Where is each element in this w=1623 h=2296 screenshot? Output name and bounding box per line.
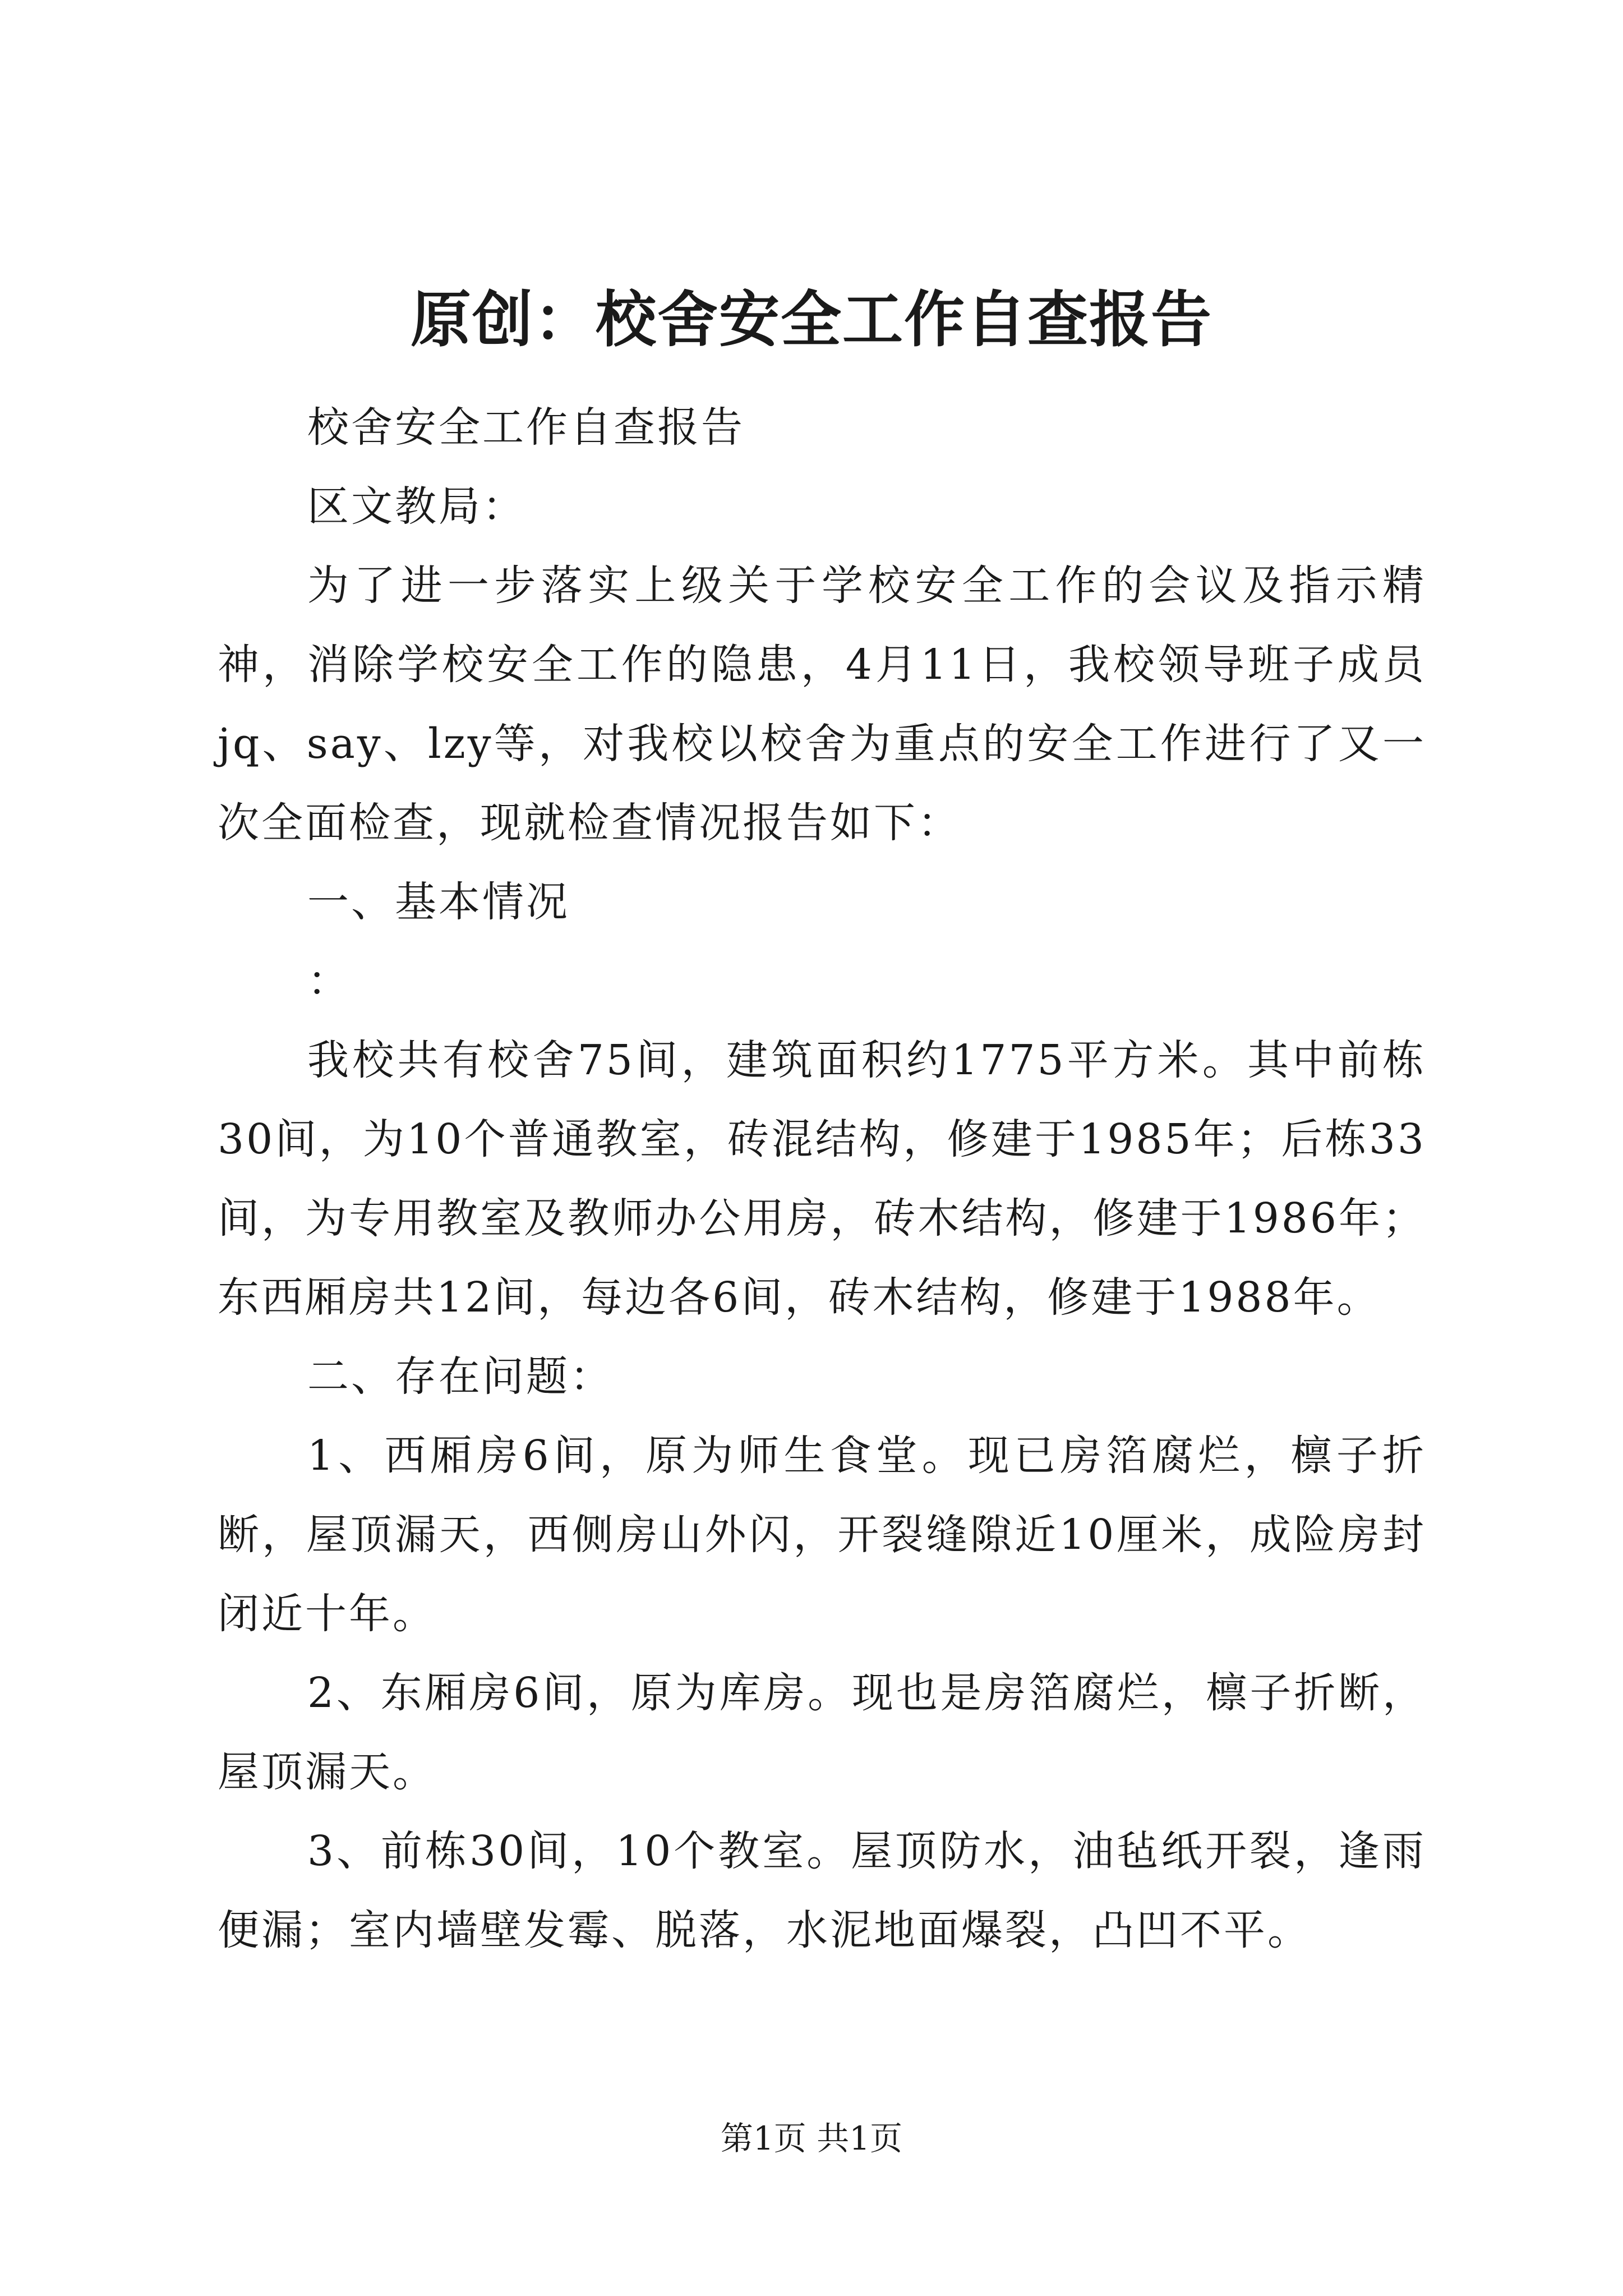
paragraph-basic-info: 我校共有校舍75间，建筑面积约1775平方米。其中前栋30间，为10个普通教室，砖混结构，修建于1985年；后栋33间，为专用教室及教师办公用房，砖木结构，修建于1986年；东西厢房共12间，每边各6间，砖木结构，修建于1988年。 (218, 1036, 1426, 1322)
document-title: 原创：校舍安全工作自查报告 (410, 284, 1212, 355)
paragraph-colon: ： (307, 957, 351, 1005)
problem-item-2: 2、东厢房6间，原为库房。现也是房箔腐烂，檩子折断，屋顶漏天。 (218, 1669, 1426, 1796)
paragraph-subtitle: 校舍安全工作自查报告 (307, 403, 745, 452)
paragraph-intro: 为了进一步落实上级关于学校安全工作的会议及指示精神，消除学校安全工作的隐患，4月11日，我校领导班子成员jq、say、lzy等，对我校以校舍为重点的安全工作进行了又一次全面检查，现就检查情况报告如下： (218, 562, 1426, 847)
problem-item-3: 3、前栋30间，10个教室。屋顶防水，油毡纸开裂，逢雨便漏；室内墙壁发霉、脱落，水泥地面爆裂，凸凹不平。 (218, 1827, 1426, 1954)
paragraph-addressee: 区文教局： (307, 482, 526, 531)
problem-item-1: 1、西厢房6间，原为师生食堂。现已房箔腐烂，檩子折断，屋顶漏天，西侧房山外闪，开裂缝隙近10厘米，成险房封闭近十年。 (218, 1432, 1426, 1638)
document-body (218, 388, 1426, 1970)
section-heading-basic: 一、基本情况 (307, 878, 570, 926)
page-footer: 第1页 共1页 (720, 2119, 903, 2157)
section-heading-problems: 二、存在问题： (307, 1352, 614, 1401)
